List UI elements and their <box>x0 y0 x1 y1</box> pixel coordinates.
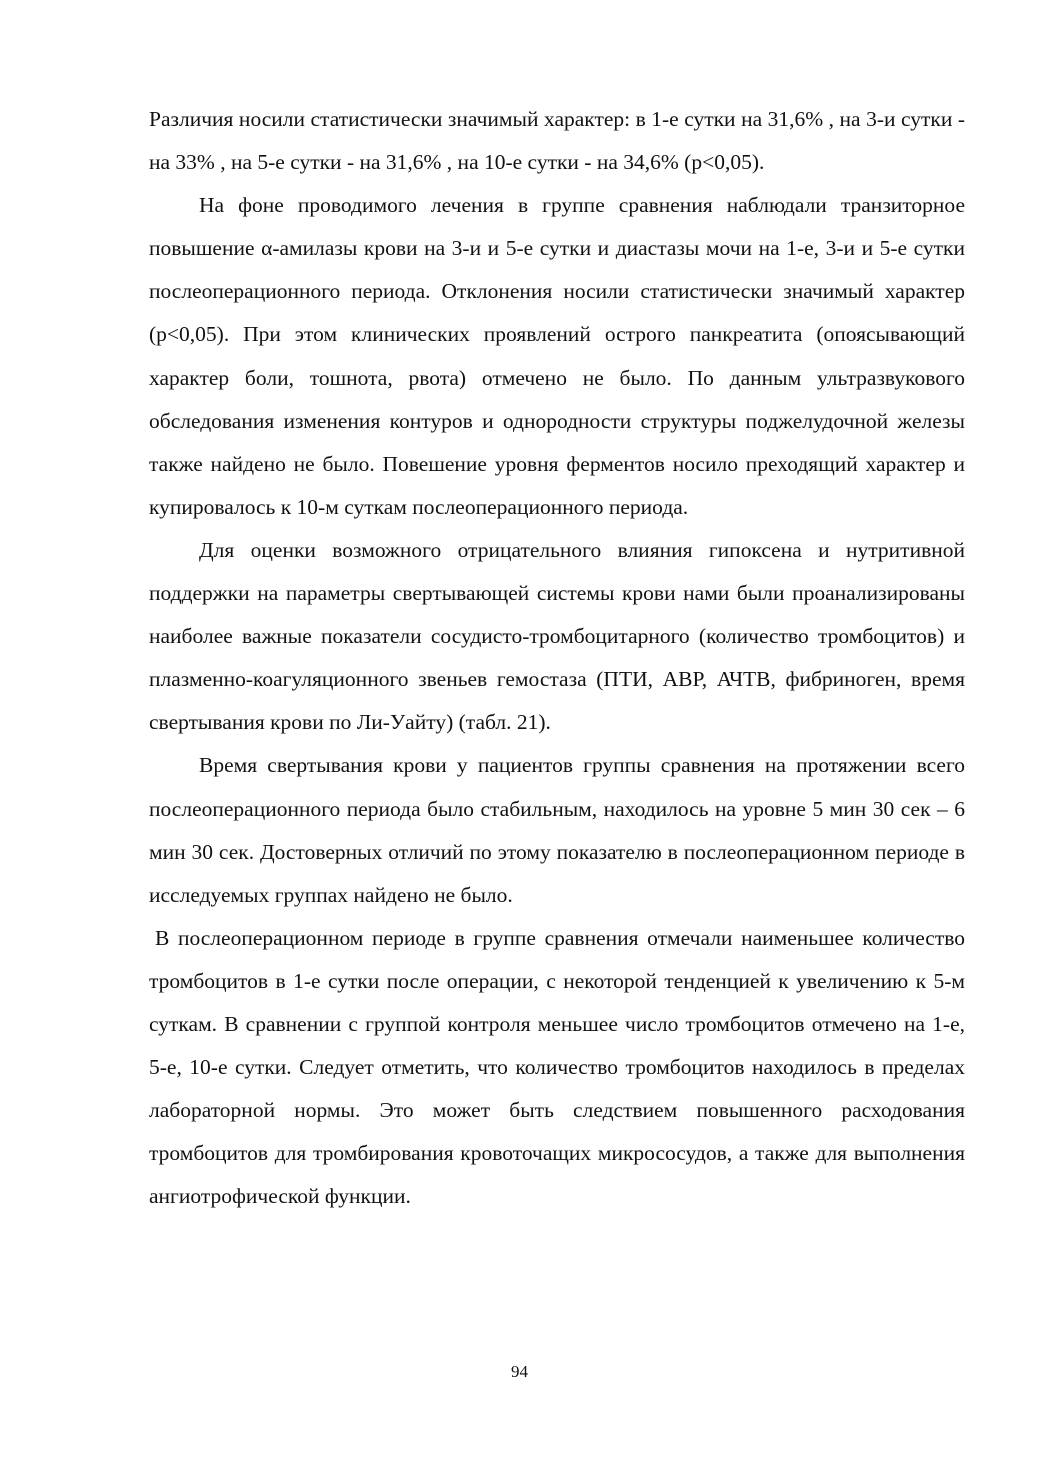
paragraph-3: Для оценки возможного отрицательного влияния гипоксена и нутритивной поддержки на параметры свертывающей системы крови нами были проанализированы наиболее важные показатели сосудисто-тромбоцитарного (количество тромбоцитов) и плазменно-коагуляционного звеньев гемостаза (ПТИ, АВР, АЧТВ, фибриноген, время свертывания крови по Ли-Уайту) (табл. 21). <box>149 537 965 735</box>
document-body <box>149 98 965 1218</box>
paragraph-2: На фоне проводимого лечения в группе сравнения наблюдали транзиторное повышение α-амилазы крови на 3-и и 5-е сутки и диастазы мочи на 1-е, 3-и и 5-е сутки послеоперационного периода. Отклонения носили статистически значимый характер (р<0,05). При этом клинических проявлений острого панкреатита (опоясывающий характер боли, тошнота, рвота) отмечено не было. По данным ультразвукового обследования изменения контуров и однородности структуры поджелудочной железы также найдено не было. Повешение уровня ферментов носило преходящий характер и купировалось к 10-м суткам послеоперационного периода. <box>149 193 965 519</box>
paragraph-1: Различия носили статистически значимый характер: в 1-е сутки на 31,6% , на 3-и сутки - на 33% , на 5-е сутки - на 31,6% , на 10-е сутки - на 34,6% (р<0,05). <box>149 107 965 175</box>
paragraph-5: В послеоперационном периоде в группе сравнения отмечали наименьшее количество тромбоцитов в 1-е сутки после операции, с некоторой тенденцией к увеличению к 5-м суткам. В сравнении с группой контроля меньшее число тромбоцитов отмечено на 1-е, 5-е, 10-е сутки. Следует отметить, что количество тромбоцитов находилось в пределах лабораторной нормы. Это может быть следствием повышенного расходования тромбоцитов для тромбирования кровоточащих микрососудов, а также для выполнения ангиотрофической функции. <box>149 925 965 1209</box>
paragraph-4: Время свертывания крови у пациентов группы сравнения на протяжении всего послеоперационного периода было стабильным, находилось на уровне 5 мин 30 сек – 6 мин 30 сек. Достоверных отличий по этому показателю в послеоперационном периоде в исследуемых группах найдено не было. <box>149 753 965 907</box>
page-number: 94 <box>511 1362 528 1381</box>
